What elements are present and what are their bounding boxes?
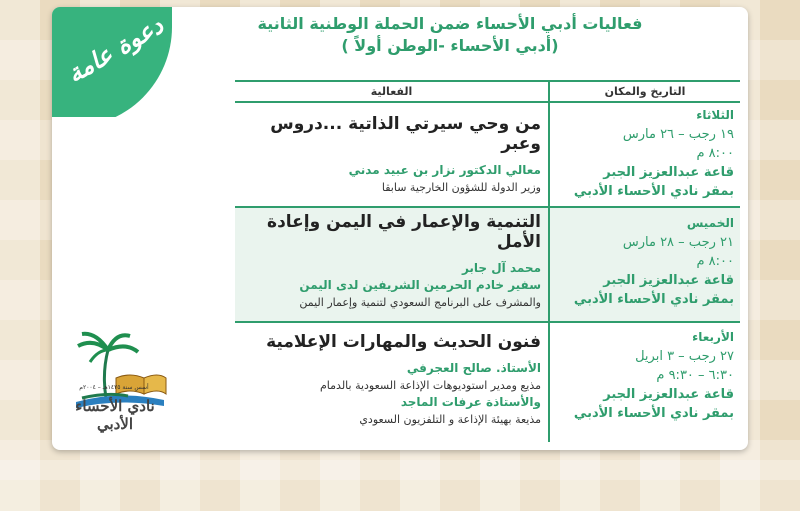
palm-frond <box>108 346 138 352</box>
row2-date-cell <box>556 214 734 309</box>
row-divider <box>235 206 740 208</box>
page-subtitle: (أدبي الأحساء -الوطن أولاً ) <box>341 36 559 55</box>
header-date-place: التاريخ والمكان <box>604 85 686 98</box>
logo-founded: أسس سنة ١٤٢٥هـ – ٢٠٠٤م <box>79 384 149 391</box>
row2-place: بمقر نادي الأحساء الأدبي <box>573 292 734 307</box>
row3-date: ٢٧ رجب – ٣ ابريل <box>635 349 734 364</box>
row2-venue: قاعة عبدالعزيز الجبر <box>603 273 734 288</box>
row3-event-title: فنون الحديث والمهارات الإعلامية <box>266 332 541 352</box>
row1-description: وزير الدولة للشؤون الخارجية سابقا <box>381 181 541 194</box>
ribbon-label: دعوة عامة <box>61 10 169 89</box>
row1-day: الثلاثاء <box>696 108 734 122</box>
public-invitation-ribbon <box>52 7 172 117</box>
events-table <box>235 80 740 442</box>
row1-place: بمقر نادي الأحساء الأدبي <box>573 184 734 199</box>
logo-name: نادي الأحساء الأدبي <box>75 397 155 433</box>
column-divider <box>548 80 550 442</box>
row3-day: الأربعاء <box>692 330 734 344</box>
row3-place: بمقر نادي الأحساء الأدبي <box>573 406 734 421</box>
row3-time: ٦:٣٠ – ٩:٣٠ م <box>656 368 734 383</box>
background-strip <box>0 460 800 511</box>
row2-speaker: محمد آل جابر <box>461 261 541 275</box>
row1-event-title: من وحي سيرتي الذاتية ...دروس وعبر <box>270 114 541 154</box>
row2-speaker-title: سفير خادم الحرمين الشريفين لدى اليمن <box>299 278 541 292</box>
page-title: فعاليات أدبي الأحساء ضمن الحملة الوطنية الثانية <box>257 14 643 33</box>
row3-venue: قاعة عبدالعزيز الجبر <box>603 387 734 402</box>
table-header-line <box>235 101 740 103</box>
row3-date-cell <box>556 328 734 423</box>
row1-date-cell <box>556 106 734 201</box>
row2-event-title: التنمية والإعمار في اليمن وإعادة الأمل <box>267 212 541 252</box>
row3-speaker: الأستاذ. صالح العجرفي <box>406 361 541 375</box>
row2-event-cell <box>241 212 541 311</box>
row1-time: ٨:٠٠ م <box>696 146 734 161</box>
header-event: الفعالية <box>370 85 413 98</box>
row3-event-cell <box>241 332 541 428</box>
row-divider <box>235 321 740 323</box>
row2-description: والمشرف على البرنامج السعودي لتنمية وإعمار اليمن <box>299 296 541 309</box>
row2-day: الخميس <box>686 216 734 230</box>
row1-speaker: معالي الدكتور نزار بن عبيد مدني <box>348 163 541 177</box>
row2-date: ٢١ رجب – ٢٨ مارس <box>622 235 734 250</box>
row3-description2: مذيعة بهيئة الإذاعة و التلفزيون السعودي <box>359 413 541 426</box>
row1-venue: قاعة عبدالعزيز الجبر <box>603 165 734 180</box>
row3-speaker2: والأستاذة عرفات الماجد <box>400 395 541 409</box>
row2-time: ٨:٠٠ م <box>696 254 734 269</box>
row3-description: مذيع ومدير استوديوهات الإذاعة السعودية بالدمام <box>319 379 541 392</box>
row1-event-cell <box>241 114 541 196</box>
row1-date: ١٩ رجب – ٢٦ مارس <box>622 127 734 142</box>
